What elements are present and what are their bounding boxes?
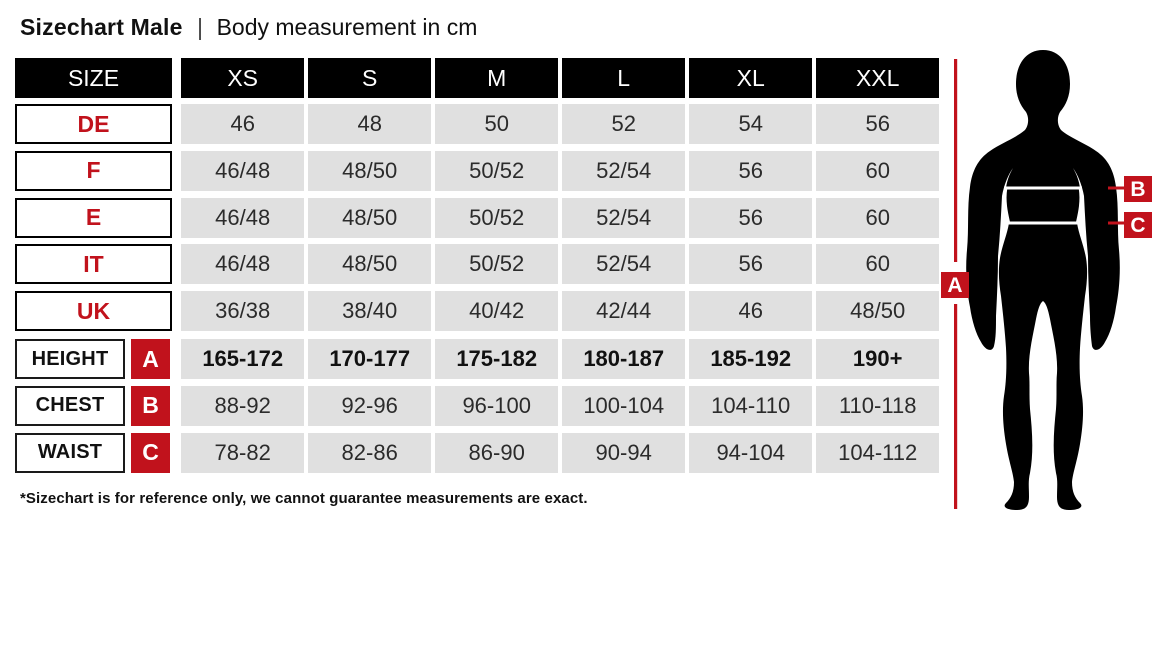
chest-tick	[1108, 187, 1124, 190]
table-cell: 92-96	[308, 386, 431, 426]
table-cell: 48/50	[308, 151, 431, 191]
table-cell: 46	[689, 291, 812, 331]
table-cell: 94-104	[689, 433, 812, 473]
figure-badge-a-label: A	[947, 274, 963, 297]
table-cell: 46/48	[181, 198, 304, 238]
table-row-e	[15, 198, 939, 238]
table-row-uk	[15, 291, 939, 331]
column-header-l: L	[562, 58, 685, 98]
table-cell: 56	[689, 198, 812, 238]
row-label-de: DE	[15, 104, 172, 144]
table-cell: 46/48	[181, 244, 304, 284]
height-badge-a: A	[131, 339, 170, 379]
height-label-group	[15, 339, 177, 379]
table-cell: 175-182	[435, 339, 558, 379]
figure-badge-c	[1124, 212, 1152, 238]
size-table	[15, 58, 939, 480]
table-cell: 52/54	[562, 198, 685, 238]
table-header-row	[15, 58, 939, 98]
table-cell: 90-94	[562, 433, 685, 473]
table-cell: 60	[816, 151, 939, 191]
chest-badge-b: B	[131, 386, 170, 426]
table-cell: 110-118	[816, 386, 939, 426]
waist-badge-c: C	[131, 433, 170, 473]
table-cell: 50/52	[435, 198, 558, 238]
row-label-waist: WAIST	[15, 433, 125, 473]
table-cell: 48/50	[308, 244, 431, 284]
table-cell: 60	[816, 198, 939, 238]
table-cell: 40/42	[435, 291, 558, 331]
figure-badge-b-label: B	[1130, 178, 1146, 201]
table-cell: 56	[689, 151, 812, 191]
table-cell: 42/44	[562, 291, 685, 331]
table-cell: 180-187	[562, 339, 685, 379]
figure-badge-c-label: C	[1130, 214, 1146, 237]
table-row-chest	[15, 386, 939, 426]
column-header-xl: XL	[689, 58, 812, 98]
table-cell: 36/38	[181, 291, 304, 331]
title-subtitle: Body measurement in cm	[216, 14, 478, 40]
row-label-height: HEIGHT	[15, 339, 125, 379]
table-cell: 52	[562, 104, 685, 144]
table-cell: 165-172	[181, 339, 304, 379]
waist-tick	[1108, 222, 1124, 225]
height-line-bottom	[954, 304, 957, 509]
table-row-de	[15, 104, 939, 144]
row-label-uk: UK	[15, 291, 172, 331]
table-cell: 88-92	[181, 386, 304, 426]
table-cell: 104-112	[816, 433, 939, 473]
table-cell: 54	[689, 104, 812, 144]
table-cell: 56	[816, 104, 939, 144]
column-header-xxl: XXL	[816, 58, 939, 98]
table-cell: 46/48	[181, 151, 304, 191]
row-label-e: E	[15, 198, 172, 238]
table-cell: 78-82	[181, 433, 304, 473]
table-cell: 52/54	[562, 244, 685, 284]
chest-label-group	[15, 386, 177, 426]
table-cell: 60	[816, 244, 939, 284]
table-cell: 48/50	[308, 198, 431, 238]
row-label-chest: CHEST	[15, 386, 125, 426]
title-main: Sizechart Male	[20, 14, 183, 40]
table-cell: 100-104	[562, 386, 685, 426]
table-cell: 56	[689, 244, 812, 284]
table-cell: 48	[308, 104, 431, 144]
table-cell: 50/52	[435, 151, 558, 191]
table-cell: 50	[435, 104, 558, 144]
table-row-it	[15, 244, 939, 284]
row-label-f: F	[15, 151, 172, 191]
table-cell: 50/52	[435, 244, 558, 284]
column-header-s: S	[308, 58, 431, 98]
table-row-waist	[15, 433, 939, 473]
table-cell: 48/50	[816, 291, 939, 331]
footnote: *Sizechart is for reference only, we cannot guarantee measurements are exact.	[20, 490, 588, 507]
table-cell: 190+	[816, 339, 939, 379]
table-row-height	[15, 339, 939, 379]
table-cell: 52/54	[562, 151, 685, 191]
table-cell: 170-177	[308, 339, 431, 379]
height-line-top	[954, 59, 957, 262]
table-cell: 96-100	[435, 386, 558, 426]
column-header-xs: XS	[181, 58, 304, 98]
male-figure-diagram	[938, 46, 1169, 526]
table-cell: 38/40	[308, 291, 431, 331]
size-header-cell: SIZE	[15, 58, 172, 98]
figure-badge-b	[1124, 176, 1152, 202]
table-cell: 82-86	[308, 433, 431, 473]
table-cell: 185-192	[689, 339, 812, 379]
male-silhouette	[966, 50, 1120, 510]
row-label-it: IT	[15, 244, 172, 284]
table-cell: 86-90	[435, 433, 558, 473]
table-cell: 104-110	[689, 386, 812, 426]
column-header-m: M	[435, 58, 558, 98]
table-cell: 46	[181, 104, 304, 144]
table-row-f	[15, 151, 939, 191]
page-title	[20, 14, 477, 41]
title-separator: |	[197, 14, 202, 40]
waist-label-group	[15, 433, 177, 473]
figure-badge-a	[941, 272, 969, 298]
